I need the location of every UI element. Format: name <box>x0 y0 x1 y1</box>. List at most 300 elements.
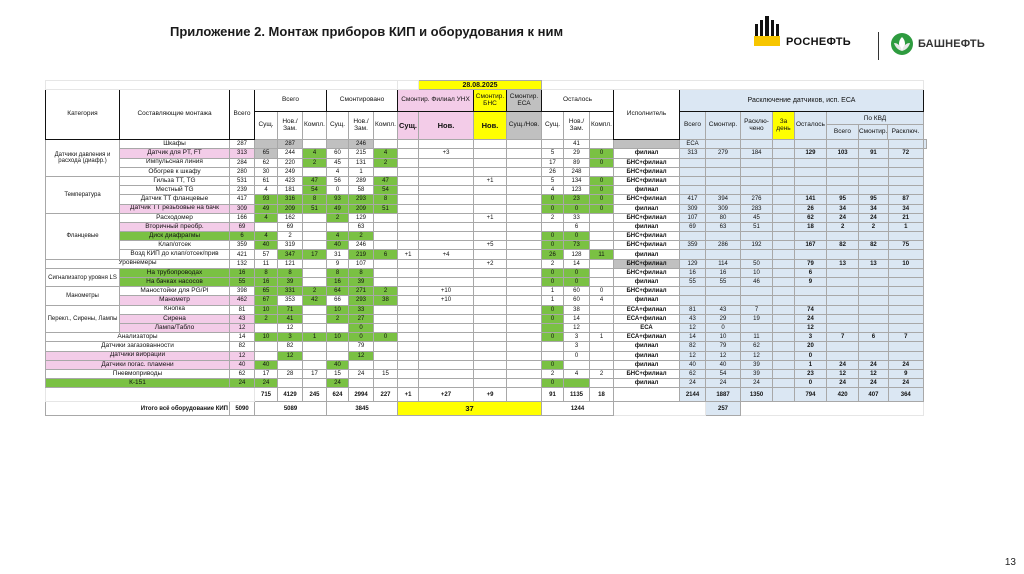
value-cell <box>680 167 706 176</box>
value-cell <box>419 369 474 378</box>
value-cell <box>590 232 614 241</box>
total-cell: 420 <box>826 388 858 402</box>
table-row <box>46 158 927 167</box>
value-cell: 33 <box>349 305 374 314</box>
grand-total-today: 37 <box>398 402 542 416</box>
value-cell: 394 <box>706 195 741 204</box>
value-cell <box>680 296 706 305</box>
value-cell: 359 <box>680 241 706 250</box>
row-label-cell: Датчик ТТ фланцевые <box>120 195 230 204</box>
value-cell <box>374 167 398 176</box>
value-cell <box>419 360 474 369</box>
value-cell <box>741 323 773 332</box>
value-cell: 9 <box>795 278 827 287</box>
value-cell <box>398 333 419 342</box>
value-cell <box>773 232 795 241</box>
value-cell: 20 <box>795 342 827 351</box>
value-cell <box>398 158 419 167</box>
value-cell: 14 <box>564 314 590 323</box>
value-cell: 246 <box>349 241 374 250</box>
table-row <box>46 369 927 378</box>
header-bns-new: Нов. <box>474 112 507 140</box>
value-cell: 62 <box>680 369 706 378</box>
value-cell <box>419 167 474 176</box>
value-cell: 4 <box>327 232 349 241</box>
table-row <box>46 323 927 332</box>
value-cell <box>773 241 795 250</box>
value-cell: 24 <box>230 379 255 388</box>
row-label-cell: Обогрев к шкафу <box>120 167 230 176</box>
header-components: Составляющие монтажа <box>120 90 230 140</box>
value-cell: 80 <box>706 213 741 222</box>
value-cell: 129 <box>680 259 706 268</box>
value-cell <box>507 149 542 158</box>
value-cell: 39 <box>741 369 773 378</box>
value-cell: 0 <box>542 204 564 213</box>
value-cell: 40 <box>230 360 255 369</box>
value-cell: +4 <box>419 250 474 259</box>
value-cell: +1 <box>398 250 419 259</box>
value-cell <box>303 379 327 388</box>
value-cell <box>507 140 542 149</box>
value-cell: 24 <box>826 360 858 369</box>
value-cell <box>888 342 923 351</box>
equipment-table-wrap <box>45 80 995 452</box>
executor-cell: БНС+филиал <box>614 213 680 222</box>
header-kvd-wired: Расключ. <box>891 128 920 136</box>
value-cell <box>474 323 507 332</box>
value-cell: 13 <box>826 259 858 268</box>
total-cell: +1 <box>398 388 419 402</box>
rosneft-emblem-icon <box>754 16 780 46</box>
value-cell: 24 <box>859 213 888 222</box>
value-cell <box>374 268 398 277</box>
value-cell: 82 <box>859 241 888 250</box>
table-row <box>46 351 927 360</box>
total-cell: 2994 <box>349 388 374 402</box>
equipment-table <box>45 80 927 416</box>
value-cell <box>419 268 474 277</box>
value-cell: 8 <box>327 268 349 277</box>
value-cell <box>826 176 858 185</box>
value-cell: 0 <box>706 323 741 332</box>
value-cell <box>419 314 474 323</box>
executor-cell: БНС+филиал <box>614 287 680 296</box>
row-label-cell: Импульсная линия <box>120 158 230 167</box>
row-label-cell: Гильза ТТ, TG <box>120 176 230 185</box>
row-label-cell: Датчики погас. пламени <box>46 360 230 369</box>
value-cell <box>419 305 474 314</box>
value-cell: 14 <box>564 259 590 268</box>
value-cell: 1 <box>590 333 614 342</box>
header-kvd-mounted: Смонтир. <box>859 125 888 139</box>
value-cell <box>706 176 741 185</box>
value-cell <box>474 232 507 241</box>
value-cell <box>419 176 474 185</box>
value-cell <box>303 259 327 268</box>
value-cell <box>374 379 398 388</box>
value-cell: 38 <box>374 296 398 305</box>
value-cell: 0 <box>349 323 374 332</box>
value-cell <box>398 268 419 277</box>
value-cell: 0 <box>795 379 827 388</box>
totals-row <box>46 388 927 402</box>
data-body <box>46 140 927 388</box>
value-cell: 54 <box>303 186 327 195</box>
header-unh-new: Нов. <box>419 112 474 140</box>
total-cell: +27 <box>419 388 474 402</box>
value-cell: 131 <box>349 158 374 167</box>
executor-cell: ЕСА+филиал <box>614 333 680 342</box>
value-cell <box>680 186 706 195</box>
value-cell <box>507 195 542 204</box>
value-cell: 24 <box>706 379 741 388</box>
row-label-cell: Диск диафрагмы <box>120 232 230 241</box>
total-cell: 715 <box>255 388 278 402</box>
table-row <box>46 259 927 268</box>
value-cell <box>507 305 542 314</box>
totals-spacer <box>46 388 255 402</box>
value-cell: 14 <box>230 333 255 342</box>
value-cell: 12 <box>706 351 741 360</box>
value-cell: 107 <box>349 259 374 268</box>
value-cell <box>859 314 888 323</box>
table-row <box>46 296 927 305</box>
value-cell: 66 <box>327 296 349 305</box>
value-cell <box>374 241 398 250</box>
value-cell <box>590 140 614 149</box>
value-cell: 8 <box>278 268 303 277</box>
total-cell: 2144 <box>680 388 706 402</box>
value-cell: 0 <box>542 379 564 388</box>
table-row <box>46 222 927 231</box>
value-cell <box>507 232 542 241</box>
executor-cell: филиал <box>614 186 680 195</box>
value-cell: 40 <box>255 241 278 250</box>
value-cell <box>327 140 349 149</box>
value-cell <box>303 305 327 314</box>
value-cell: 0 <box>542 268 564 277</box>
total-cell: 1135 <box>564 388 590 402</box>
total-cell: 91 <box>542 388 564 402</box>
value-cell: 40 <box>706 360 741 369</box>
value-cell <box>773 351 795 360</box>
value-cell <box>542 140 564 149</box>
row-label-cell: Сирена <box>120 314 230 323</box>
value-cell: 3 <box>278 333 303 342</box>
value-cell <box>398 186 419 195</box>
header-mounted-unh: Смонтир. Филиал УНХ <box>398 90 474 112</box>
header-d-wired: Расклю-чено <box>741 112 773 140</box>
value-cell: 421 <box>230 250 255 259</box>
value-cell: 82 <box>230 342 255 351</box>
value-cell <box>398 296 419 305</box>
value-cell <box>773 333 795 342</box>
value-cell: 0 <box>564 232 590 241</box>
value-cell: 2 <box>542 369 564 378</box>
value-cell: 18 <box>795 222 827 231</box>
table-row <box>46 213 927 222</box>
row-label-cell: Датчики загазованности <box>46 342 230 351</box>
value-cell <box>888 323 923 332</box>
value-cell: 29 <box>706 314 741 323</box>
value-cell: +1 <box>474 213 507 222</box>
value-cell <box>398 314 419 323</box>
value-cell <box>255 140 278 149</box>
value-cell: 67 <box>255 296 278 305</box>
value-cell <box>374 222 398 231</box>
executor-cell: филиал <box>614 204 680 213</box>
value-cell <box>590 379 614 388</box>
value-cell: 39 <box>349 278 374 287</box>
value-cell <box>419 213 474 222</box>
value-cell: 309 <box>680 204 706 213</box>
value-cell <box>795 167 827 176</box>
value-cell <box>542 323 564 332</box>
value-cell: 95 <box>826 195 858 204</box>
value-cell <box>398 204 419 213</box>
value-cell <box>590 278 614 287</box>
value-cell: 24 <box>741 379 773 388</box>
value-cell <box>706 158 741 167</box>
total-cell: 18 <box>590 388 614 402</box>
value-cell: 531 <box>230 176 255 185</box>
value-cell <box>773 278 795 287</box>
header-kvd-total: Всего <box>827 125 859 139</box>
value-cell: 239 <box>230 186 255 195</box>
value-cell: 128 <box>564 250 590 259</box>
value-cell: 17 <box>303 369 327 378</box>
value-cell: 5 <box>542 149 564 158</box>
value-cell <box>303 342 327 351</box>
value-cell <box>773 158 795 167</box>
value-cell <box>773 222 795 231</box>
value-cell: 43 <box>230 314 255 323</box>
value-cell <box>590 314 614 323</box>
value-cell <box>773 287 795 296</box>
executor-cell: филиал <box>614 149 680 158</box>
value-cell <box>826 186 858 195</box>
value-cell <box>795 186 827 195</box>
value-cell <box>419 241 474 250</box>
value-cell: 81 <box>680 305 706 314</box>
value-cell: 12 <box>741 351 773 360</box>
value-cell <box>826 278 858 287</box>
header-remaining-group: Осталось <box>542 90 614 112</box>
value-cell <box>303 140 327 149</box>
value-cell: 1 <box>542 296 564 305</box>
value-cell <box>590 241 614 250</box>
value-cell <box>419 158 474 167</box>
value-cell: 181 <box>278 186 303 195</box>
value-cell: 4 <box>255 213 278 222</box>
value-cell <box>474 158 507 167</box>
value-cell: 24 <box>826 379 858 388</box>
table-row <box>46 268 927 277</box>
value-cell: 24 <box>859 360 888 369</box>
value-cell <box>590 167 614 176</box>
header-esa-exist-new: Сущ./Нов. <box>507 112 542 140</box>
row-label-cell: Возд КИП до клап/отсек/прив <box>120 250 230 259</box>
value-cell: 23 <box>564 195 590 204</box>
value-cell <box>826 232 858 241</box>
category-cell: Сигнализатор уровня LS <box>46 268 120 286</box>
value-cell <box>795 232 827 241</box>
value-cell: 63 <box>349 222 374 231</box>
value-cell: 24 <box>888 379 923 388</box>
value-cell: 0 <box>590 287 614 296</box>
category-cell: Температура <box>46 176 120 213</box>
value-cell: 12 <box>349 351 374 360</box>
executor-cell: филиал <box>614 296 680 305</box>
value-cell: 359 <box>230 241 255 250</box>
table-row <box>46 167 927 176</box>
total-cell: +9 <box>474 388 507 402</box>
value-cell <box>773 369 795 378</box>
value-cell: 0 <box>542 278 564 287</box>
value-cell: 40 <box>255 360 278 369</box>
value-cell: 0 <box>542 333 564 342</box>
value-cell <box>859 250 888 259</box>
row-label-cell: Шкафы <box>120 140 230 149</box>
value-cell <box>741 250 773 259</box>
value-cell <box>826 296 858 305</box>
value-cell <box>419 278 474 287</box>
value-cell: 93 <box>255 195 278 204</box>
value-cell: 271 <box>349 287 374 296</box>
value-cell <box>419 140 474 149</box>
value-cell: 2 <box>278 232 303 241</box>
report-date: 28.08.2025 <box>419 81 542 90</box>
value-cell: 41 <box>278 314 303 323</box>
table-row <box>46 342 927 351</box>
value-cell: 24 <box>255 379 278 388</box>
value-cell <box>826 342 858 351</box>
table-row <box>46 287 927 296</box>
value-cell: 313 <box>230 149 255 158</box>
value-cell: 95 <box>859 195 888 204</box>
value-cell <box>542 351 564 360</box>
value-cell: 123 <box>564 186 590 195</box>
value-cell <box>303 314 327 323</box>
header-compl-2: Компл. <box>374 112 398 140</box>
value-cell <box>374 342 398 351</box>
value-cell: 8 <box>374 195 398 204</box>
header-d-total: Всего <box>680 112 706 140</box>
value-cell: 26 <box>795 204 827 213</box>
value-cell: 19 <box>741 314 773 323</box>
value-cell: 43 <box>706 305 741 314</box>
total-body <box>46 388 927 416</box>
value-cell <box>474 296 507 305</box>
value-cell <box>398 232 419 241</box>
value-cell: 17 <box>255 369 278 378</box>
value-cell <box>773 149 795 158</box>
value-cell <box>474 360 507 369</box>
value-cell <box>398 305 419 314</box>
value-cell <box>419 323 474 332</box>
value-cell: 15 <box>327 369 349 378</box>
value-cell: 9 <box>327 259 349 268</box>
value-cell <box>303 213 327 222</box>
value-cell <box>507 250 542 259</box>
header-total: Всего <box>230 90 255 140</box>
row-label-cell: Анализаторы <box>46 333 230 342</box>
value-cell: 61 <box>255 176 278 185</box>
value-cell: 0 <box>795 351 827 360</box>
value-cell <box>398 323 419 332</box>
value-cell: 39 <box>741 360 773 369</box>
value-cell <box>507 314 542 323</box>
value-cell <box>398 287 419 296</box>
value-cell: 56 <box>327 176 349 185</box>
value-cell: 319 <box>278 241 303 250</box>
value-cell: 55 <box>680 278 706 287</box>
value-cell: 16 <box>255 278 278 287</box>
value-cell: 87 <box>888 195 923 204</box>
value-cell <box>680 158 706 167</box>
executor-cell: БНС+филиал <box>614 369 680 378</box>
executor-cell: филиал <box>614 379 680 388</box>
value-cell: 1 <box>542 287 564 296</box>
total-cell <box>773 388 795 402</box>
value-cell: 209 <box>349 204 374 213</box>
value-cell: 12 <box>564 323 590 332</box>
value-cell <box>507 167 542 176</box>
executor-cell: БНС+филиал <box>614 176 680 185</box>
value-cell <box>741 287 773 296</box>
value-cell <box>888 176 923 185</box>
value-cell: 309 <box>706 204 741 213</box>
total-cell: 227 <box>374 388 398 402</box>
value-cell <box>590 360 614 369</box>
value-cell <box>303 268 327 277</box>
value-cell: 72 <box>888 149 923 158</box>
value-cell: 79 <box>349 342 374 351</box>
value-cell: 71 <box>278 305 303 314</box>
value-cell <box>474 167 507 176</box>
value-cell <box>888 232 923 241</box>
value-cell <box>859 342 888 351</box>
value-cell <box>859 186 888 195</box>
value-cell <box>419 351 474 360</box>
value-cell: 46 <box>741 278 773 287</box>
value-cell <box>741 176 773 185</box>
row-label-cell: Лампа/Табло <box>120 323 230 332</box>
value-cell <box>706 186 741 195</box>
value-cell: 0 <box>590 158 614 167</box>
value-cell <box>590 323 614 332</box>
value-cell: 2 <box>374 287 398 296</box>
value-cell <box>327 342 349 351</box>
row-label-cell: На трубопроводах <box>120 268 230 277</box>
executor-cell: филиал <box>614 222 680 231</box>
value-cell <box>859 351 888 360</box>
value-cell <box>859 140 888 149</box>
value-cell <box>590 213 614 222</box>
value-cell <box>590 342 614 351</box>
value-cell: 16 <box>680 268 706 277</box>
value-cell <box>859 287 888 296</box>
value-cell: 28 <box>278 369 303 378</box>
value-cell <box>826 314 858 323</box>
value-cell <box>859 232 888 241</box>
value-cell <box>923 140 926 149</box>
value-cell <box>773 259 795 268</box>
value-cell <box>795 287 827 296</box>
row-label-cell: Клап/отсек <box>120 241 230 250</box>
executor-cell: ЕСА+филиал <box>614 314 680 323</box>
